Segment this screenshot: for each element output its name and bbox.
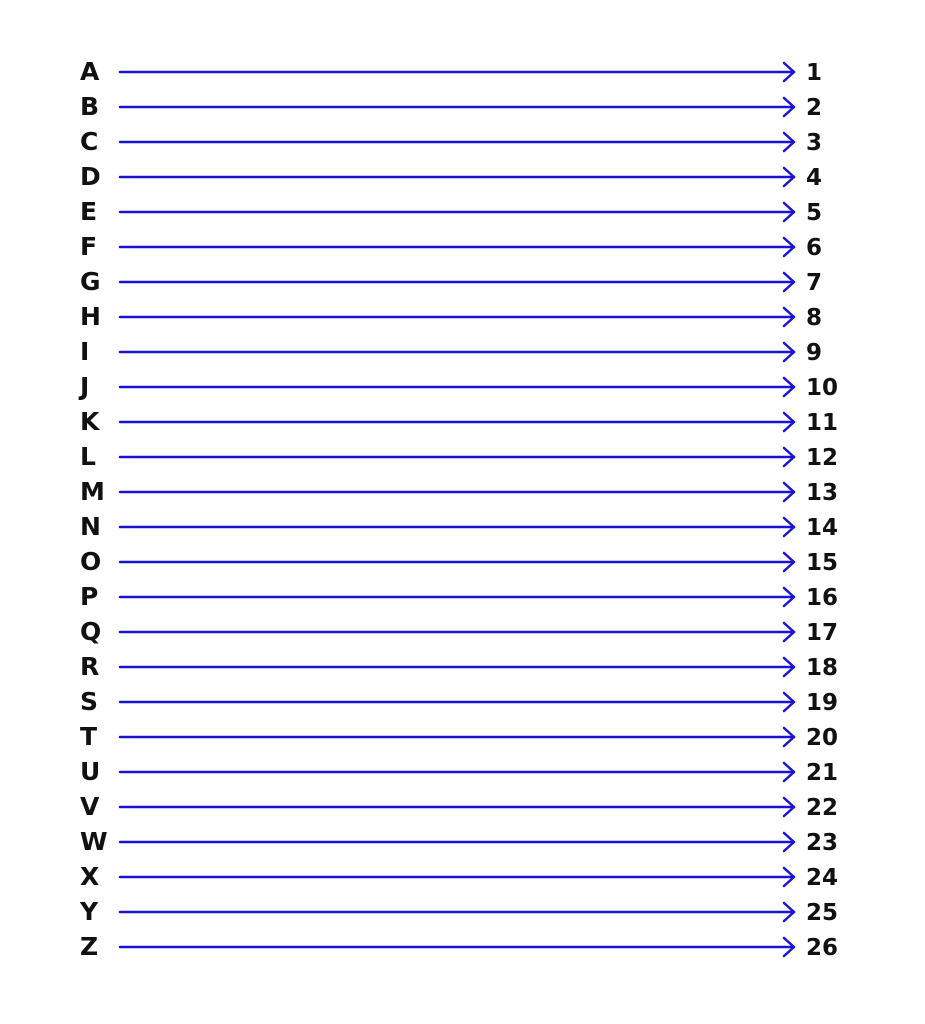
arrow-right-icon — [118, 797, 796, 817]
arrow-right-icon — [118, 377, 796, 397]
mapping-row — [0, 929, 925, 964]
letter-label: D — [80, 162, 101, 191]
letter-label: F — [80, 232, 98, 261]
arrow-right-icon — [118, 342, 796, 362]
arrow-right-icon — [118, 657, 796, 677]
number-label: 4 — [806, 165, 823, 191]
letter-label: U — [80, 757, 101, 786]
letter-label: S — [80, 687, 99, 716]
arrow-right-icon — [118, 517, 796, 537]
arrow-right-icon — [118, 762, 796, 782]
mapping-row — [0, 894, 925, 929]
number-label: 17 — [806, 620, 839, 646]
mapping-row — [0, 544, 925, 579]
mapping-row — [0, 719, 925, 754]
letter-label: M — [80, 477, 105, 506]
number-label: 9 — [806, 340, 823, 366]
number-label: 11 — [806, 410, 839, 436]
letter-label: Y — [80, 897, 99, 926]
letter-label: T — [80, 722, 98, 751]
number-label: 14 — [806, 515, 839, 541]
mapping-row — [0, 369, 925, 404]
number-label: 16 — [806, 585, 839, 611]
letter-label: K — [80, 407, 100, 436]
number-label: 24 — [806, 865, 839, 891]
number-label: 21 — [806, 760, 839, 786]
arrow-right-icon — [118, 867, 796, 887]
arrow-right-icon — [118, 587, 796, 607]
arrow-right-icon — [118, 692, 796, 712]
arrow-right-icon — [118, 482, 796, 502]
number-label: 26 — [806, 935, 839, 961]
mapping-row — [0, 614, 925, 649]
letter-label: V — [80, 792, 100, 821]
letter-label: N — [80, 512, 101, 541]
number-label: 6 — [806, 235, 823, 261]
letter-label: J — [80, 372, 90, 401]
arrow-right-icon — [118, 447, 796, 467]
number-label: 13 — [806, 480, 839, 506]
arrow-right-icon — [118, 832, 796, 852]
mapping-row — [0, 194, 925, 229]
arrow-right-icon — [118, 202, 796, 222]
mapping-row — [0, 264, 925, 299]
mapping-row — [0, 474, 925, 509]
arrow-right-icon — [118, 412, 796, 432]
mapping-row — [0, 579, 925, 614]
mapping-row — [0, 404, 925, 439]
number-label: 7 — [806, 270, 823, 296]
letter-label: W — [80, 827, 108, 856]
letter-label: C — [80, 127, 99, 156]
mapping-row — [0, 159, 925, 194]
mapping-row — [0, 124, 925, 159]
arrow-right-icon — [118, 552, 796, 572]
mapping-row — [0, 89, 925, 124]
letter-label: I — [80, 337, 90, 366]
letter-label: Z — [80, 932, 99, 961]
mapping-row — [0, 54, 925, 89]
number-label: 25 — [806, 900, 839, 926]
letter-label: R — [80, 652, 100, 681]
arrow-right-icon — [118, 167, 796, 187]
number-label: 19 — [806, 690, 839, 716]
number-label: 12 — [806, 445, 839, 471]
number-label: 23 — [806, 830, 839, 856]
letter-label: G — [80, 267, 101, 296]
arrow-right-icon — [118, 902, 796, 922]
number-label: 22 — [806, 795, 839, 821]
letter-label: O — [80, 547, 102, 576]
mapping-row — [0, 684, 925, 719]
mapping-row — [0, 649, 925, 684]
mapping-row — [0, 789, 925, 824]
mapping-row — [0, 509, 925, 544]
arrow-right-icon — [118, 272, 796, 292]
letter-label: P — [80, 582, 99, 611]
letter-label: X — [80, 862, 100, 891]
mapping-row — [0, 299, 925, 334]
arrow-right-icon — [118, 62, 796, 82]
arrow-right-icon — [118, 237, 796, 257]
number-label: 20 — [806, 725, 839, 751]
mapping-row — [0, 229, 925, 264]
mapping-row — [0, 334, 925, 369]
letter-label: L — [80, 442, 96, 471]
mapping-row — [0, 824, 925, 859]
mapping-row — [0, 859, 925, 894]
arrow-right-icon — [118, 307, 796, 327]
arrow-right-icon — [118, 937, 796, 957]
letter-label: B — [80, 92, 100, 121]
number-label: 8 — [806, 305, 823, 331]
arrow-right-icon — [118, 622, 796, 642]
letter-label: H — [80, 302, 101, 331]
letter-label: Q — [80, 617, 102, 646]
letter-label: A — [80, 57, 100, 86]
number-label: 10 — [806, 375, 839, 401]
mapping-row — [0, 754, 925, 789]
mapping-row — [0, 439, 925, 474]
arrow-right-icon — [118, 727, 796, 747]
number-label: 2 — [806, 95, 823, 121]
letter-label: E — [80, 197, 98, 226]
number-label: 3 — [806, 130, 823, 156]
arrow-right-icon — [118, 97, 796, 117]
arrow-right-icon — [118, 132, 796, 152]
number-label: 1 — [806, 60, 823, 86]
number-label: 18 — [806, 655, 839, 681]
number-label: 5 — [806, 200, 823, 226]
number-label: 15 — [806, 550, 839, 576]
